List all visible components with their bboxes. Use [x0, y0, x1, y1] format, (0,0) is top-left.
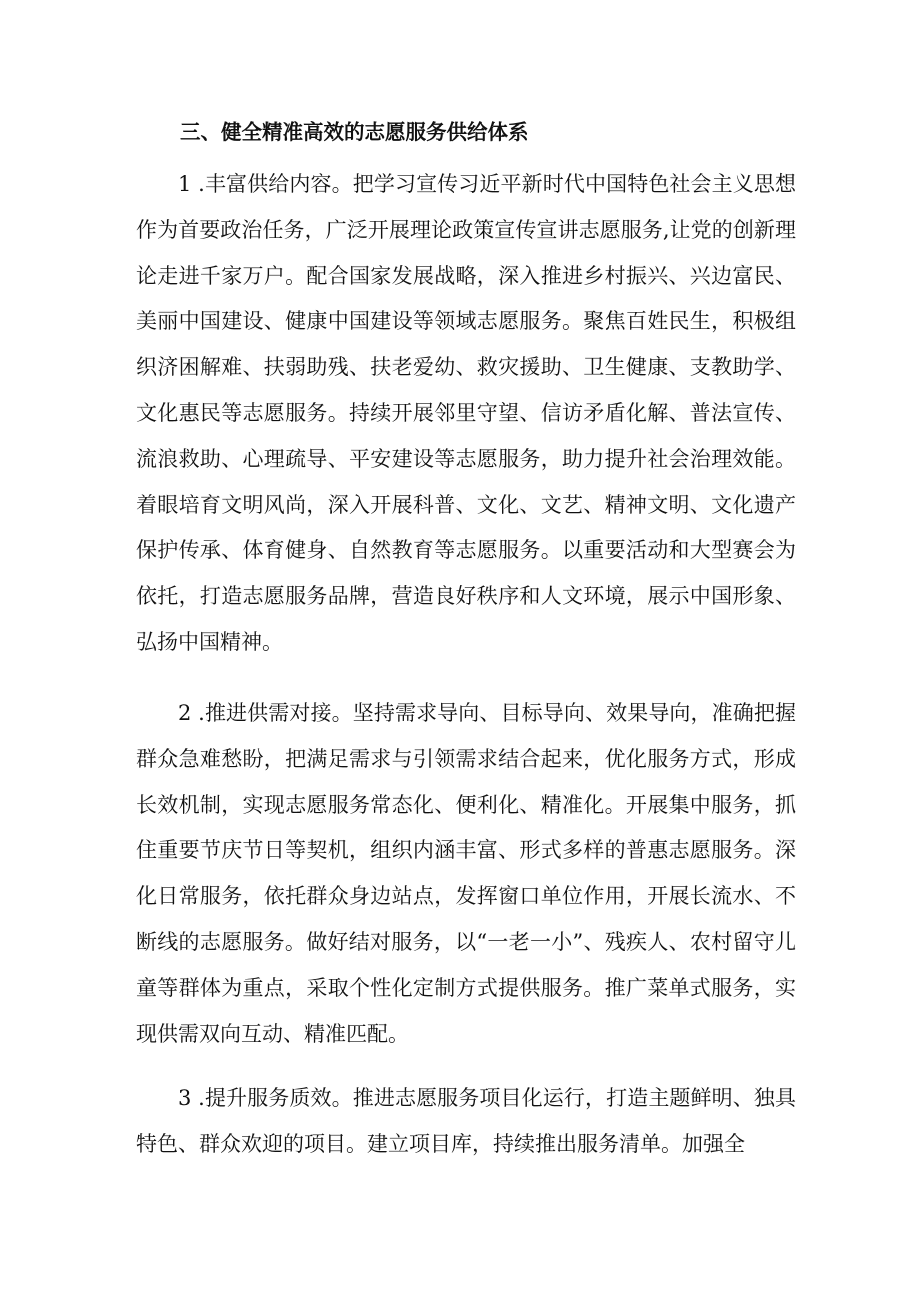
paragraph-enrich-supply: [136, 162, 796, 666]
paragraph-service-quality: [136, 1076, 796, 1168]
paragraph-body: 坚持需求导向、目标导向、效果导向，准确把握群众急难愁盼，把满足需求与引领需求结合起来，优化服务方式，形成长效机制，实现志愿服务常态化、便利化、精准化。开展集中服务，抓住重要节庆节日等契机，组织内涵丰富、形式多样的普惠志愿服务。深化日常服务，依托群众身边站点，发挥窗口单位作用，开展长流水、不断线的志愿服务。做好结对服务，以“一老一小”、残疾人、农村留守儿童等群体为重点，采取个性化定制方式提供服务。推广菜单式服务，实现供需双向互动、精准匹配。: [136, 701, 796, 1046]
paragraph-lead: 1 .丰富供给内容。: [178, 172, 353, 196]
paragraph-body: 把学习宣传习近平新时代中国特色社会主义思想作为首要政治任务，广泛开展理论政策宣传宣讲志愿服务,让党的创新理论走进千家万户。配合国家发展战略，深入推进乡村振兴、兴边富民、美丽中国建设、健康中国建设等领域志愿服务。聚焦百姓民生，积极组织济困解难、扶弱助残、扶老爱幼、救灾援助、卫生健康、支教助学、文化惠民等志愿服务。持续开展邻里守望、信访矛盾化解、普法宣传、流浪救助、心理疏导、平安建设等志愿服务，助力提升社会治理效能。着眼培育文明风尚，深入开展科普、文化、文艺、精神文明、文化遗产保护传承、体育健身、自然教育等志愿服务。以重要活动和大型赛会为依托，打造志愿服务品牌，营造良好秩序和人文环境，展示中国形象、弘扬中国精神。: [136, 172, 796, 654]
paragraph-body: 推进志愿服务项目化运行，打造主题鲜明、独具特色、群众欢迎的项目。建立项目库，持续推出服务清单。加强全: [136, 1086, 796, 1156]
paragraph-supply-demand: [136, 691, 796, 1057]
paragraph-lead: 3 .提升服务质效。: [178, 1086, 353, 1110]
paragraph-lead: 2 .推进供需对接。: [178, 701, 353, 725]
section-heading: 三、健全精准高效的志愿服务供给体系: [180, 120, 529, 144]
